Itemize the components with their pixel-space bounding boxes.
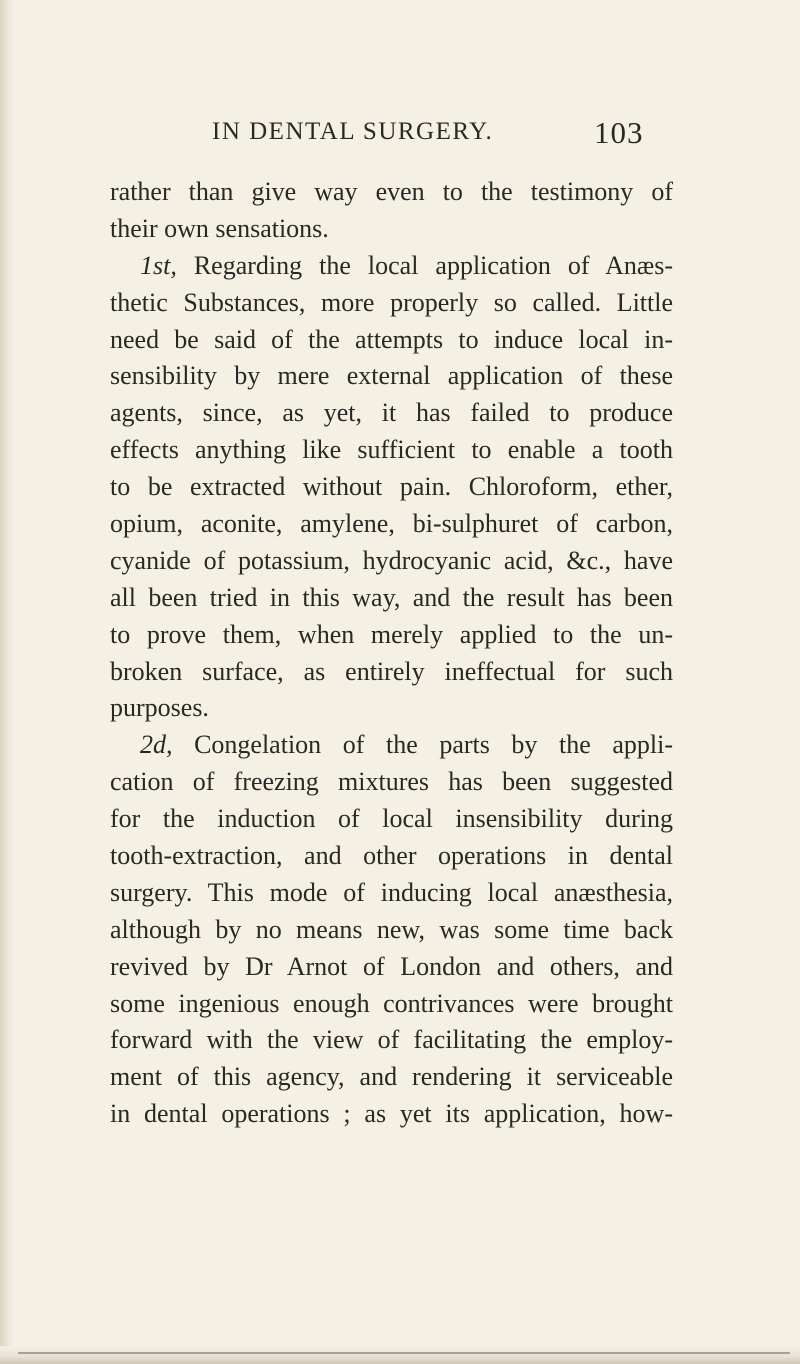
text-line: purposes. — [110, 693, 209, 723]
text-line: to prove them, when merely applied to the un- — [110, 619, 673, 649]
page-header — [0, 115, 800, 158]
page-edge-bottom — [0, 1346, 800, 1364]
text-line: Congelation of the parts by the appli- — [194, 730, 673, 760]
text-line: opium, aconite, amylene, bi-sulphuret of carbon, — [110, 509, 673, 539]
page-edge-left — [0, 0, 14, 1364]
text-line: some ingenious enough contrivances were brought — [110, 988, 673, 1018]
paragraph-first-line — [110, 248, 673, 285]
text-line: rather than give way even to the testimony of — [110, 177, 673, 206]
body-text — [110, 174, 673, 1133]
running-head: IN DENTAL SURGERY. — [212, 118, 494, 145]
text-line: in dental operations ; as yet its application, how- — [110, 1099, 673, 1129]
text-line: agents, since, as yet, it has failed to produce — [110, 398, 673, 428]
text-line: forward with the view of facilitating the employ- — [110, 1025, 673, 1055]
text-line: for the induction of local insensibility during — [110, 804, 673, 834]
text-line: broken surface, as entirely ineffectual for such — [110, 656, 673, 686]
text-line: surgery. This mode of inducing local anæsthesia, — [110, 877, 673, 907]
text-line: to be extracted without pain. Chloroform, ether, — [110, 472, 673, 502]
text-line: sensibility by mere external application of these — [110, 361, 673, 391]
paragraph-first-line — [110, 727, 673, 764]
text-line: revived by Dr Arnot of London and others, and — [110, 951, 673, 981]
page-number: 103 — [594, 115, 644, 150]
text-line: although by no means new, was some time back — [110, 914, 673, 944]
text-line: their own sensations. — [110, 213, 329, 243]
section-marker-first: 1st, — [140, 250, 177, 280]
text-line: thetic Substances, more properly so called. Little — [110, 287, 673, 317]
text-line: cyanide of potassium, hydrocyanic acid, &c., have — [110, 545, 673, 575]
text-line: effects anything like sufficient to enable a tooth — [110, 435, 673, 465]
text-line: cation of freezing mixtures has been suggested — [110, 767, 673, 797]
text-line: ment of this agency, and rendering it serviceable — [110, 1062, 673, 1092]
text-line: tooth-extraction, and other operations in dental — [110, 841, 673, 871]
section-marker-second: 2d, — [140, 730, 173, 760]
text-line: Regarding the local application of Anæs- — [193, 250, 674, 280]
text-line: need be said of the attempts to induce local in- — [110, 324, 673, 354]
text-line: all been tried in this way, and the result has been — [110, 582, 673, 612]
